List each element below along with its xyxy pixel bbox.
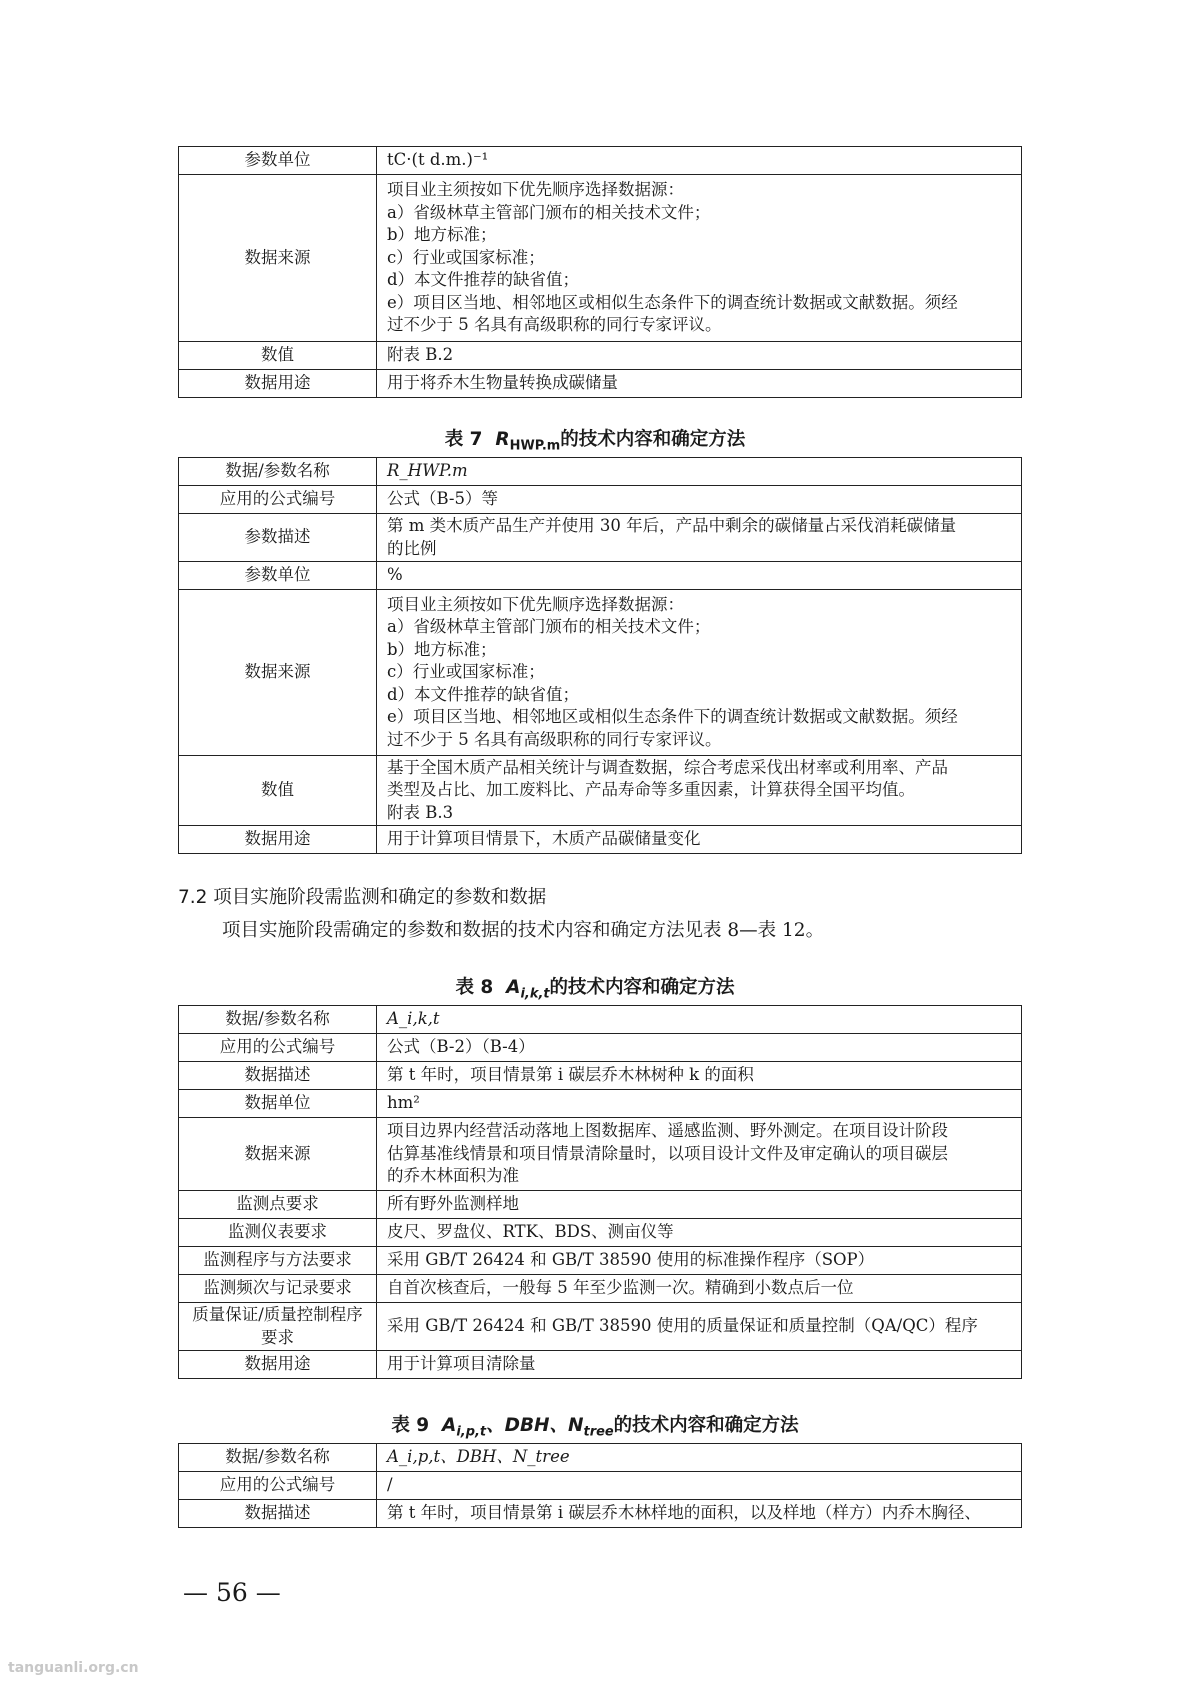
table-row (179, 826, 1022, 854)
row-value: 采用 GB/T 26424 和 GB/T 38590 使用的质量保证和质量控制（QA/QC）程序 (377, 1303, 1022, 1351)
table-row (179, 1275, 1022, 1303)
table-row (179, 756, 1022, 826)
row-value (377, 458, 1022, 486)
row-value: 第 t 年时，项目情景第 i 碳层乔木林树种 k 的面积 (377, 1062, 1022, 1090)
row-value: hm² (377, 1090, 1022, 1118)
page-number: — 56 — (183, 1578, 281, 1607)
row-key: 参数描述 (179, 514, 377, 562)
table-row (179, 1118, 1022, 1191)
row-value: 用于将乔木生物量转换成碳储量 (377, 370, 1022, 398)
row-value: % (377, 562, 1022, 590)
section-heading: 7.2 项目实施阶段需监测和确定的参数和数据 (178, 887, 547, 908)
row-value: tC·(t d.m.)⁻¹ (377, 147, 1022, 175)
row-key: 数据描述 (179, 1500, 377, 1528)
row-key: 监测频次与记录要求 (179, 1275, 377, 1303)
parameter-symbol: A_i,k,t (387, 1009, 440, 1029)
table-9-caption: 表 9 $A_{i,p,t}$、DBH、$N_{tree}$的技术内容和确定方法 (391, 1415, 799, 1440)
row-key: 数据/参数名称 (179, 1006, 377, 1034)
row-key: 数据来源 (179, 1118, 377, 1191)
row-value: 项目边界内经营活动落地上图数据库、遥感监测、野外测定。在项目设计阶段 估算基准线情景和项目情景清除量时，以项目设计文件及审定确认的项目碳层 的乔木林面积为准 (377, 1118, 1022, 1191)
row-key: 数据用途 (179, 826, 377, 854)
row-key: 数据/参数名称 (179, 458, 377, 486)
row-key: 质量保证/质量控制程序要求 (179, 1303, 377, 1351)
row-key: 数据来源 (179, 175, 377, 342)
row-key: 数据用途 (179, 1351, 377, 1379)
row-key: 数据/参数名称 (179, 1444, 377, 1472)
table-row (179, 1444, 1022, 1472)
table-row (179, 147, 1022, 175)
row-key: 数值 (179, 342, 377, 370)
parameter-symbol: A_i,p,t、DBH、N_tree (387, 1447, 570, 1467)
table-row (179, 1062, 1022, 1090)
table-8-caption: 表 8 $A_{i,k,t}$的技术内容和确定方法 (455, 977, 735, 1002)
table-7 (178, 457, 1022, 854)
row-key: 监测点要求 (179, 1191, 377, 1219)
table-row (179, 1034, 1022, 1062)
row-value (377, 1006, 1022, 1034)
row-value: 公式（B-2）（B-4） (377, 1034, 1022, 1062)
row-value: 第 t 年时，项目情景第 i 碳层乔木林样地的面积，以及样地（样方）内乔木胸径、 (377, 1500, 1022, 1528)
table-row (179, 562, 1022, 590)
table-row (179, 1351, 1022, 1379)
table-row (179, 1247, 1022, 1275)
table-row (179, 1090, 1022, 1118)
row-value: 所有野外监测样地 (377, 1191, 1022, 1219)
row-value: 项目业主须按如下优先顺序选择数据源： a）省级林草主管部门颁布的相关技术文件； b）地方标准； c）行业或国家标准； d）本文件推荐的缺省值； e）项目区当地、相邻地区或相似生态条件下的调查统计数据或文献数据。须经 过不少于 5 名具有高级职称的同行专家评议。 (377, 175, 1022, 342)
table-row (179, 1219, 1022, 1247)
row-value: 用于计算项目清除量 (377, 1351, 1022, 1379)
row-value: / (377, 1472, 1022, 1500)
row-value: 附表 B.2 (377, 342, 1022, 370)
row-key: 数据用途 (179, 370, 377, 398)
row-key: 数值 (179, 756, 377, 826)
row-key: 参数单位 (179, 562, 377, 590)
table-8 (178, 1005, 1022, 1379)
table-row (179, 458, 1022, 486)
table-row (179, 1303, 1022, 1351)
row-key: 数据单位 (179, 1090, 377, 1118)
table-row (179, 1006, 1022, 1034)
table-6-continued (178, 146, 1022, 398)
table-7-caption: 表 7 $R_{HWP.m}$的技术内容和确定方法 (444, 429, 746, 454)
parameter-symbol: R_HWP.m (387, 461, 468, 481)
row-value: 基于全国木质产品相关统计与调查数据，综合考虑采伐出材率或利用率、产品 类型及占比、加工废料比、产品寿命等多重因素，计算获得全国平均值。 附表 B.3 (377, 756, 1022, 826)
row-key: 应用的公式编号 (179, 486, 377, 514)
row-value: 用于计算项目情景下，木质产品碳储量变化 (377, 826, 1022, 854)
table-row (179, 1191, 1022, 1219)
row-value: 项目业主须按如下优先顺序选择数据源： a）省级林草主管部门颁布的相关技术文件； b）地方标准； c）行业或国家标准； d）本文件推荐的缺省值； e）项目区当地、相邻地区或相似生态条件下的调查统计数据或文献数据。须经 过不少于 5 名具有高级职称的同行专家评议。 (377, 590, 1022, 756)
watermark: tanguanli.org.cn (8, 1660, 139, 1676)
row-key: 数据描述 (179, 1062, 377, 1090)
table-row (179, 514, 1022, 562)
table-row (179, 486, 1022, 514)
row-key: 监测仪表要求 (179, 1219, 377, 1247)
row-value (377, 1444, 1022, 1472)
row-key: 参数单位 (179, 147, 377, 175)
row-value: 采用 GB/T 26424 和 GB/T 38590 使用的标准操作程序（SOP） (377, 1247, 1022, 1275)
row-key: 应用的公式编号 (179, 1472, 377, 1500)
table-row (179, 342, 1022, 370)
row-value: 皮尺、罗盘仪、RTK、BDS、测亩仪等 (377, 1219, 1022, 1247)
row-value: 公式（B-5）等 (377, 486, 1022, 514)
table-row (179, 175, 1022, 342)
row-value: 第 m 类木质产品生产并使用 30 年后，产品中剩余的碳储量占采伐消耗碳储量 的比例 (377, 514, 1022, 562)
table-row (179, 370, 1022, 398)
table-row (179, 1472, 1022, 1500)
section-paragraph: 项目实施阶段需确定的参数和数据的技术内容和确定方法见表 8—表 12。 (222, 920, 825, 941)
row-key: 监测程序与方法要求 (179, 1247, 377, 1275)
row-key: 数据来源 (179, 590, 377, 756)
table-9 (178, 1443, 1022, 1528)
row-key: 应用的公式编号 (179, 1034, 377, 1062)
table-row (179, 1500, 1022, 1528)
row-value: 自首次核查后，一般每 5 年至少监测一次。精确到小数点后一位 (377, 1275, 1022, 1303)
table-row (179, 590, 1022, 756)
